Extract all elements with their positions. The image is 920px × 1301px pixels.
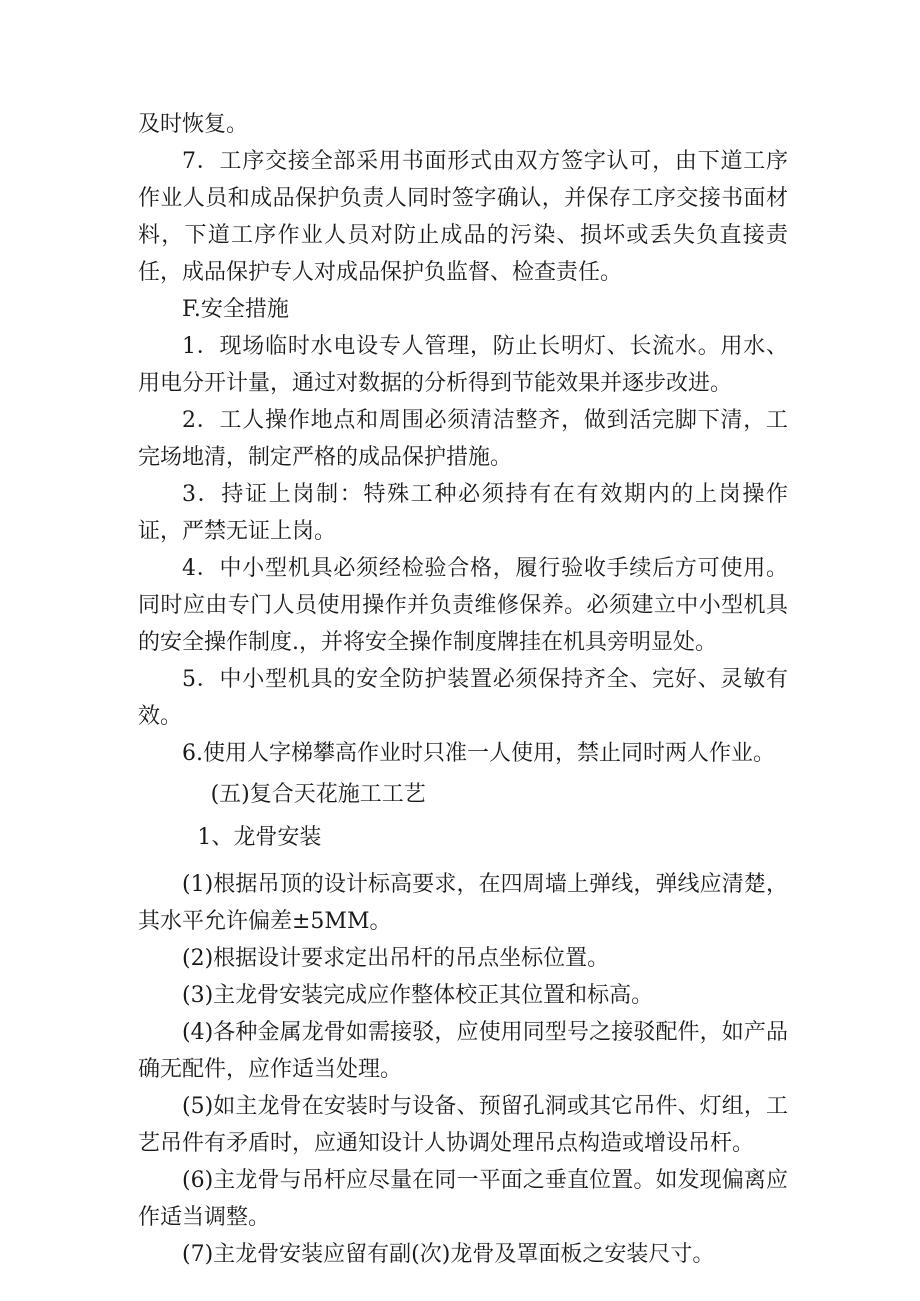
paragraph-keel-6: (6)主龙骨与吊杆应尽量在同一平面之垂直位置。如发现偏离应作适当调整。 <box>138 1168 788 1230</box>
paragraph-keel-7: (7)主龙骨安装应留有副(次)龙骨及罩面板之安装尺寸。 <box>182 1242 715 1267</box>
paragraph-safety-1: 1．现场临时水电设专人管理，防止长明灯、长流水。用水、用电分开计量，通过对数据的分析得到节能效果并逐步改进。 <box>138 334 788 396</box>
paragraph-continuation: 及时恢复。 <box>138 112 249 137</box>
paragraph-safety-5: 5．中小型机具的安全防护装置必须保持齐全、完好、灵敏有效。 <box>138 667 788 729</box>
paragraph-safety-3: 3．持证上岗制：特殊工种必须持有在有效期内的上岗操作证，严禁无证上岗。 <box>138 482 788 544</box>
subsection-heading-keel: 1、龙骨安装 <box>197 825 322 850</box>
paragraph-keel-2: (2)根据设计要求定出吊杆的吊点坐标位置。 <box>182 946 610 971</box>
paragraph-keel-1: (1)根据吊顶的设计标高要求，在四周墙上弹线，弹线应清楚，其水平允许偏差±5MM。 <box>138 872 788 934</box>
paragraph-item-7: 7．工序交接全部采用书面形式由双方签字认可，由下道工序作业人员和成品保护负责人同时签字确认，并保存工序交接书面材料，下道工序作业人员对防止成品的污染、损坏或丢失负直接责任，成品保护专人对成品保护负监督、检查责任。 <box>138 149 788 285</box>
paragraph-keel-3: (3)主龙骨安装完成应作整体校正其位置和标高。 <box>182 983 654 1008</box>
paragraph-keel-5: (5)如主龙骨在安装时与设备、预留孔洞或其它吊件、灯组，工艺吊件有矛盾时，应通知设计人协调处理吊点构造或增设吊杆。 <box>138 1094 788 1156</box>
section-heading-ceiling: (五)复合天花施工工艺 <box>210 782 426 807</box>
document-body <box>138 106 788 1273</box>
section-heading-safety: F.安全措施 <box>182 297 289 322</box>
paragraph-keel-4: (4)各种金属龙骨如需接驳，应使用同型号之接驳配件，如产品确无配件，应作适当处理。 <box>138 1020 788 1082</box>
paragraph-safety-2: 2．工人操作地点和周围必须清洁整齐，做到活完脚下清，工完场地清，制定严格的成品保护措施。 <box>138 408 788 470</box>
paragraph-safety-6: 6.使用人字梯攀高作业时只准一人使用，禁止同时两人作业。 <box>182 741 775 766</box>
paragraph-safety-4: 4．中小型机具必须经检验合格，履行验收手续后方可使用。同时应由专门人员使用操作并负责维修保养。必须建立中小型机具的安全操作制度.，并将安全操作制度牌挂在机具旁明显处。 <box>138 556 788 655</box>
